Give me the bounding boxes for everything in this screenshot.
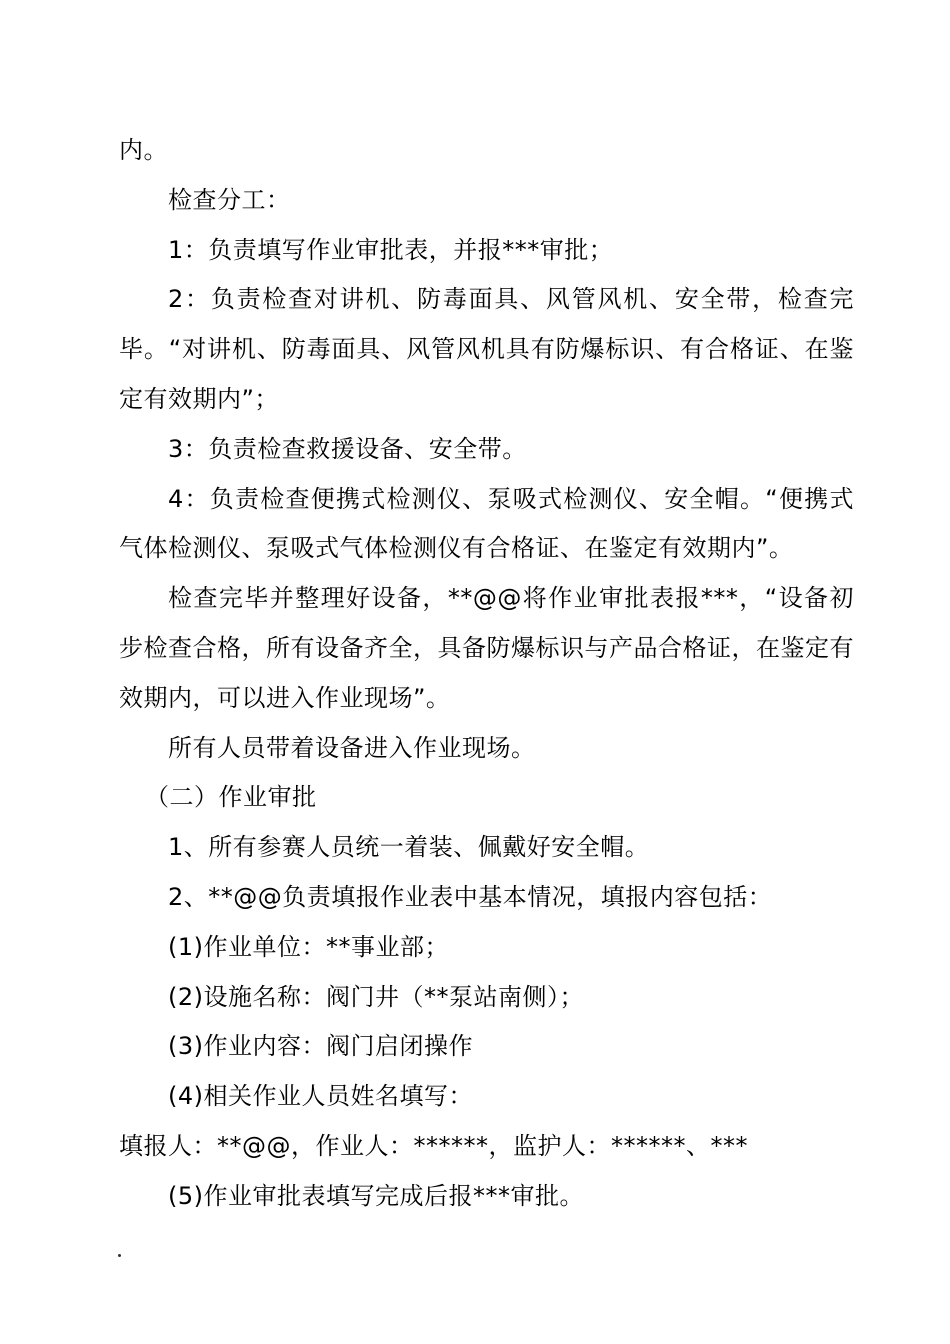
- document-body: [119, 126, 854, 1222]
- list-item: (4)相关作业人员姓名填写：: [168, 1082, 473, 1111]
- page-dot-mark: [118, 1254, 121, 1257]
- list-item: (2)设施名称：阀门井（**泵站南侧）；: [168, 982, 584, 1011]
- paragraph: 4：负责检查便携式检测仪、泵吸式检测仪、安全帽。“便携式气体检测仪、泵吸式气体检测仪有合格证、在鉴定有效期内”。: [119, 484, 854, 563]
- list-item: (3)作业内容：阀门启闭操作: [168, 1032, 473, 1061]
- paragraph: 3：负责检查救援设备、安全带。: [168, 434, 527, 463]
- paragraph: 1、所有参赛人员统一着装、佩戴好安全帽。: [168, 833, 650, 862]
- paragraph: 内。: [119, 136, 168, 164]
- paragraph: 1：负责填写作业审批表，并报***审批；: [168, 235, 614, 264]
- paragraph: 2：负责检查对讲机、防毒面具、风管风机、安全带，检查完毕。“对讲机、防毒面具、风管风机具有防爆标识、有合格证、在鉴定有效期内”；: [119, 285, 854, 413]
- paragraph: 所有人员带着设备进入作业现场。: [168, 733, 536, 762]
- list-item: (1)作业单位：**事业部；: [168, 932, 449, 961]
- paragraph: 检查分工：: [168, 185, 291, 214]
- paragraph: 2、**@@负责填报作业表中基本情况，填报内容包括：: [168, 882, 773, 911]
- section-heading: （二）作业审批: [145, 783, 317, 812]
- paragraph: 填报人：**@@，作业人：******，监护人：******、***: [119, 1131, 748, 1160]
- paragraph: 检查完毕并整理好设备，**@@将作业审批表报***，“设备初步检查合格，所有设备齐全，具备防爆标识与产品合格证，在鉴定有效期内，可以进入作业现场”。: [119, 584, 854, 712]
- list-item: (5)作业审批表填写完成后报***审批。: [168, 1181, 584, 1210]
